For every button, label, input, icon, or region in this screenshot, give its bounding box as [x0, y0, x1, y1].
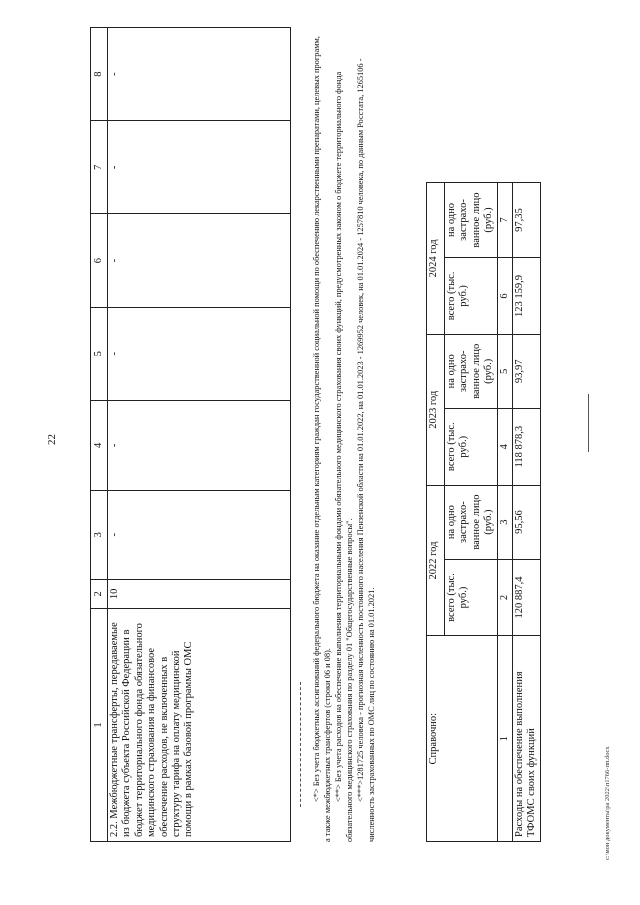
footnote: <*> Без учета бюджетных ассигнований федерального бюджета на оказание отдельным категориям граждан государственной социальной помощи по обеспечению лекарственными препаратами, целевых программ, а также межбюджетных трансфертов (строки 06 и 08).	[312, 36, 333, 842]
column-number: 3	[497, 485, 512, 559]
column-number: 4	[91, 400, 108, 490]
table-header-row	[91, 28, 108, 842]
column-header-per-person: на одно застрахо-ванное лицо (руб.)	[445, 485, 498, 559]
column-number: 7	[497, 183, 512, 258]
footnote: <**> Без учета расходов на обеспечение выполнения территориальными фондами обязательного медицинского страхования своих функций, предусмотренных законом о бюджете территориального фонда обязательного медицинского страхования по разделу 01 "Общегосударственные вопросы".	[334, 71, 355, 842]
year-header: 2023 год	[427, 334, 445, 485]
year-header: 2022 год	[427, 485, 445, 636]
column-number: 6	[497, 258, 512, 335]
year-header-row	[427, 183, 445, 842]
table-cell: -	[108, 121, 291, 214]
column-number: 6	[91, 214, 108, 307]
reference-table	[426, 182, 541, 842]
footnotes	[300, 32, 378, 842]
value-cell: 123 159,9	[512, 258, 540, 335]
footnote: <***>1281725 человека - прогнозная численность постоянного населения Пензенской области на 01.01.2022, на 01.01.2023 - 1269952 человек, на 01.01.2024 - 1257810 человека, по данным Росстата, 1265106 - численность застрахованных по ОМС лиц по состоянию на 01.01.2021.	[356, 58, 377, 842]
column-number: 1	[497, 636, 512, 842]
column-number: 7	[91, 121, 108, 214]
page-number: 22	[46, 434, 58, 445]
row-code: 10	[108, 579, 291, 608]
column-number: 5	[497, 334, 512, 408]
column-header-total: всего (тыс. руб.)	[445, 258, 498, 335]
value-cell: 118 878,3	[512, 408, 540, 485]
column-header-total: всего (тыс. руб.)	[445, 408, 498, 485]
year-header: 2024 год	[427, 183, 445, 335]
table-cell: -	[108, 400, 291, 490]
footnote-separator	[300, 682, 301, 807]
rotated-page-content	[80, 22, 620, 862]
table-cell: -	[108, 490, 291, 579]
table-cell: -	[108, 307, 291, 400]
column-number: 5	[91, 307, 108, 400]
column-number: 2	[497, 559, 512, 636]
table-cell: -	[108, 214, 291, 307]
value-cell: 120 887,4	[512, 559, 540, 636]
value-cell: 95,56	[512, 485, 540, 559]
column-number: 8	[91, 28, 108, 121]
table-cell: -	[108, 28, 291, 121]
value-cell: 93,97	[512, 334, 540, 408]
column-number-row	[497, 183, 512, 842]
column-header-total: всего (тыс. руб.)	[445, 559, 498, 636]
separator-line	[588, 394, 589, 452]
column-number: 4	[497, 408, 512, 485]
file-path: c:\мои документы\pa 2022\п1766-пп.docx	[604, 746, 611, 860]
column-header-per-person: на одно застрахо-ванное лицо (руб.)	[445, 183, 498, 258]
column-number: 2	[91, 579, 108, 608]
reference-title: Справочно:	[427, 636, 498, 842]
column-number: 1	[91, 608, 108, 841]
row-name: 2.2. Межбюджетные трансферты, передаваемые из бюджета субъекта Российской Федерации в бюджет территориального фонда обязательного медицинского страхования на финансовое обеспечение расходов, не включенных в структуру тарифа на оплату медицинской помощи в рамках базовой программы ОМС	[108, 608, 291, 841]
table-row	[512, 183, 540, 842]
continuation-table	[90, 27, 291, 842]
value-cell: 97,35	[512, 183, 540, 258]
row-label: Расходы на обеспечение выполнения ТФОМС своих функций	[512, 636, 540, 842]
table-row	[108, 28, 291, 842]
column-header-per-person: на одно застрахо-ванное лицо (руб.)	[445, 334, 498, 408]
column-number: 3	[91, 490, 108, 579]
